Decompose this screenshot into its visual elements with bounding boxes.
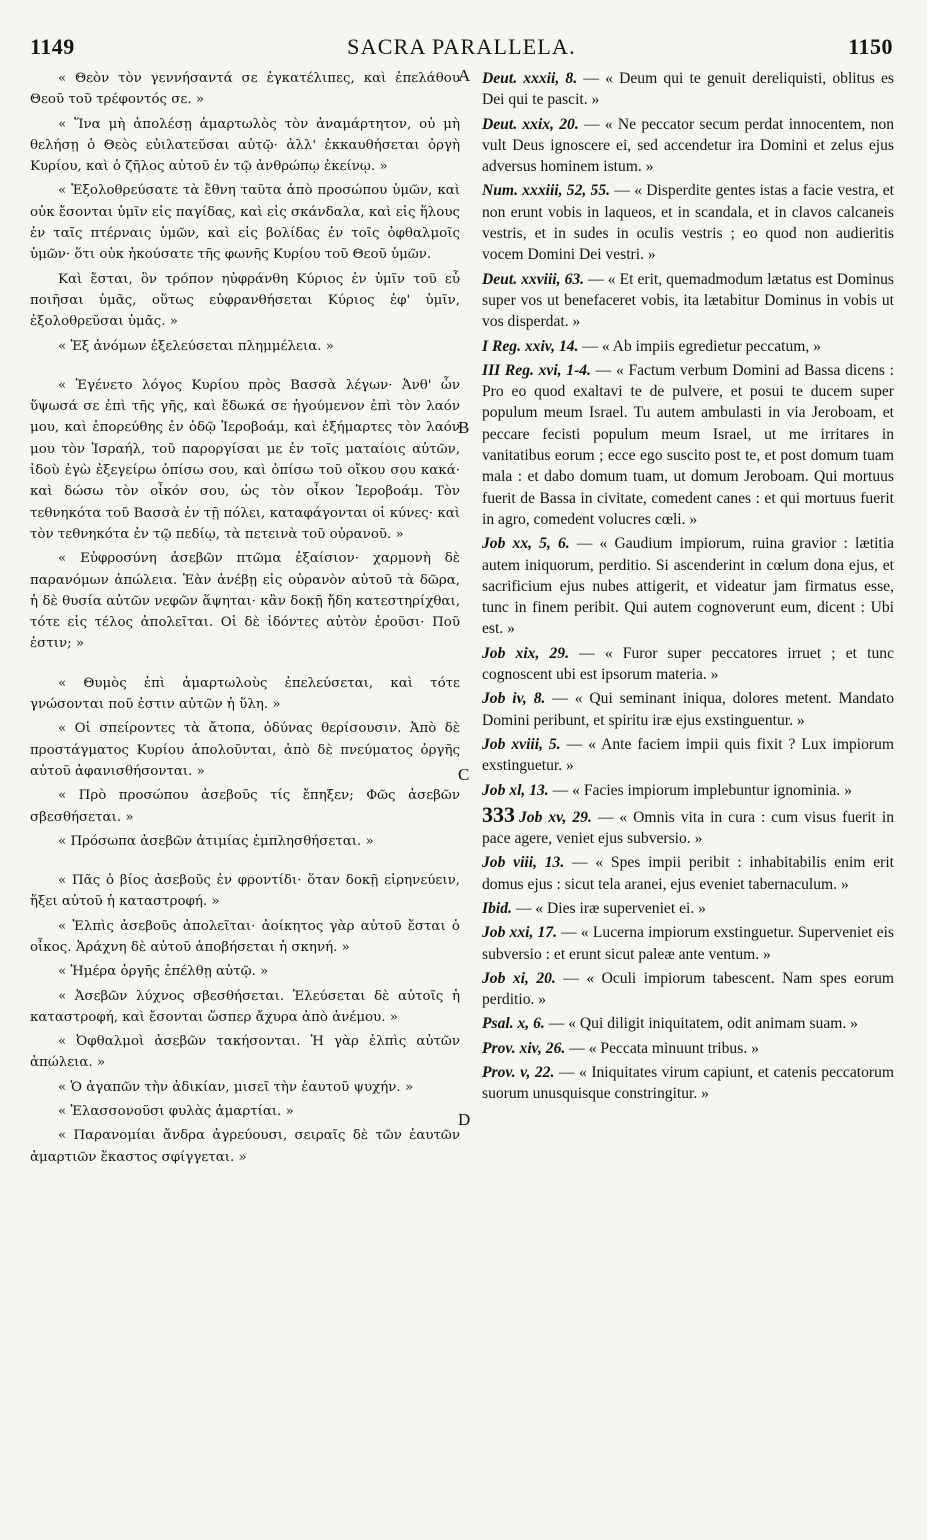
- page-header: [30, 34, 893, 64]
- latin-text: — « Spes impii peribit : inhabitabilis enim erit domus ejus : sicut tela aranei, ejus eveniet tabernaculum. »: [482, 854, 894, 893]
- latin-entry: [482, 1062, 894, 1105]
- scripture-reference: Psal. x, 6.: [482, 1015, 545, 1033]
- scripture-reference: Job iv, 8.: [482, 690, 546, 708]
- latin-entry: [482, 852, 894, 895]
- greek-column: [30, 68, 460, 1171]
- greek-paragraph: « Ἡμέρα ὀργῆς ἐπέλθῃ αὐτῷ. »: [58, 964, 269, 980]
- page-number-right: 1150: [848, 34, 893, 59]
- latin-entry: [482, 734, 894, 777]
- latin-text: — « Facies impiorum implebuntur ignominia. »: [552, 781, 852, 799]
- margin-letter-d: D: [458, 1110, 471, 1129]
- latin-text: — « Factum verbum Domini ad Bassa dicens : Pro eo quod exaltavi te de pulvere, et posui te ducem super populum meum Israel. Tu autem ambulasti in via Jeroboam, et peccare fecisti populum meum Israel, ut me irritares in vanitatibus eorum ; ecce ego suscito post te, et post domum tuam mala : et dabo domum tuam, ut domum Jeroboam. Qui mortuus fuerit de Bassa in civitate, comedent canes : et qui mortuus fuerit in agro, comedent volucres cœli. »: [482, 361, 894, 528]
- column-marker: 333: [482, 801, 515, 827]
- scripture-reference: Job xviii, 5.: [482, 735, 561, 753]
- greek-paragraph: « Πρὸ προσώπου ἀσεβοῦς τίς ἔπηξεν; Φῶς ἀσεβῶν σβεσθήσεται. »: [30, 788, 460, 825]
- latin-text: — « Iniquitates virum capiunt, et catenis peccatorum suorum unusquisque constringitur. »: [482, 1064, 894, 1103]
- scripture-reference: Deut. xxviii, 63.: [482, 270, 585, 288]
- latin-entry: [482, 922, 894, 965]
- greek-paragraph: « Ἐξ ἀνόμων ἐξελεύσεται πλημμέλεια. »: [58, 338, 334, 354]
- greek-paragraph: « Παρανομίαι ἄνδρα ἀγρεύουσι, σειραῖς δὲ τῶν ἑαυτῶν ἁμαρτιῶν ἕκαστος σφίγγεται. »: [30, 1128, 460, 1165]
- greek-paragraph: « Θυμὸς ἐπὶ ἁμαρτωλοὺς ἐπελεύσεται, καὶ τότε γνώσονται ποῦ ἐστιν αὐτῶν ἡ ὕλη. »: [30, 675, 460, 713]
- latin-entry: [482, 1038, 894, 1059]
- latin-entry: [482, 968, 894, 1011]
- greek-paragraph: « Ἀσεβῶν λύχνος σβεσθήσεται. Ἐλεύσεται δὲ αὐτοῖς ἡ καταστροφή, καὶ ἔσονται ὥσπερ ἄχυρα ἀπὸ ἀνέμου. »: [30, 988, 460, 1025]
- scripture-reference: Job xl, 13.: [482, 781, 549, 799]
- latin-column: [482, 68, 894, 1108]
- greek-paragraph: Καὶ ἔσται, ὃν τρόπον ηὐφράνθη Κύριος ἐν ὑμῖν τοῦ εὖ ποιῆσαι ὑμᾶς, οὕτως εὐφρανθήσεται Κύριος ἐφ' ὑμῖν, ἐξολοθρεῦσαι ὑμᾶς. »: [30, 271, 460, 330]
- scripture-reference: Job xix, 29.: [482, 644, 569, 662]
- scripture-reference: Deut. xxxii, 8.: [482, 70, 578, 87]
- latin-text: — « Dies iræ superveniet ei. »: [515, 899, 706, 917]
- latin-text: — « Lucerna impiorum exstinguetur. Superveniet eis subversio : et erunt sicut paleæ ante ventum. »: [482, 924, 894, 963]
- greek-paragraph: « Ἐλπὶς ἀσεβοῦς ἀπολεῖται· ἀοίκητος γὰρ αὐτοῦ ἔσται ὁ οἶκος. Ἀράχνη δὲ αὐτοῦ ἀποβήσεται ἡ σκηνή. »: [30, 918, 460, 955]
- margin-letter-c: C: [458, 765, 470, 784]
- scripture-reference: Ibid.: [482, 899, 512, 917]
- latin-text: — « Gaudium impiorum, ruina gravior : lætitia autem iniquorum, perditio. Si ascenderint in cœlum dona ejus, et sacrificium ejus nubes attigerit, et videatur jam firmatus esse, tunc in finem peribit. Qui autem cognoverunt eum, dicent : Ubi est. »: [482, 535, 894, 638]
- greek-paragraph: « Πρόσωπα ἀσεβῶν ἀτιμίας ἐμπλησθήσεται. »: [58, 833, 374, 849]
- latin-text: — « Et erit, quemadmodum lætatus est Dominus super vos ut benefaceret vobis, ita lætabitur Dominus in vobis ut vos disperdat. »: [482, 270, 894, 331]
- latin-text: — « Ab impiis egredietur peccatum, »: [582, 337, 821, 355]
- latin-text: — « Deum qui te genuit dereliquisti, oblitus es Dei qui te pascit. »: [482, 70, 894, 109]
- latin-text: — « Qui diligit iniquitatem, odit animam suam. »: [548, 1015, 858, 1033]
- greek-paragraph: « Ἐλασσονοῦσι φυλὰς ἁμαρτίαι. »: [58, 1104, 294, 1120]
- margin-letter-b: B: [458, 418, 470, 437]
- latin-entry: [482, 898, 894, 919]
- latin-text: — « Oculi impiorum tabescent. Nam spes eorum perditio. »: [482, 969, 894, 1009]
- scripture-reference: Job xxi, 17.: [482, 924, 558, 942]
- greek-paragraph: « Ἵνα μὴ ἀπολέσῃ ἁμαρτωλὸς τὸν ἀναμάρτητον, οὐ μὴ θελήσῃ ὁ Θεὸς εὐιλατεῦσαι αὐτῷ· ἀλλ' ἐκκαυθήσεται ὀργὴ Κυρίου, καὶ ὁ ζῆλος αὐτοῦ ἐν τῷ ἀνθρώπῳ ἐκείνῳ. »: [30, 116, 460, 175]
- greek-paragraph: « Οἱ σπείροντες τὰ ἄτοπα, ὀδύνας θερίσουσιν. Ἀπὸ δὲ προστάγματος Κυρίου ἀπολοῦνται, ἀπὸ δὲ πνεύματος ὀργῆς αὐτοῦ ἀφανισθήσονται. »: [30, 721, 460, 779]
- latin-text: — « Disperdite gentes istas a facie vestra, et non erunt vobis in laqueos, et in scandala, et in clavos calcaneis vestris, et in sudes in oculis vestris ; eo quod non audieritis vocem Domini Dei vestri. »: [482, 182, 894, 264]
- greek-paragraph: « Πᾶς ὁ βίος ἀσεβοῦς ἐν φροντίδι· ὅταν δοκῇ εἰρηνεύειν, ἥξει αὐτοῦ ἡ καταστροφή. »: [30, 873, 460, 910]
- scripture-reference: Job xv, 29.: [519, 808, 592, 826]
- greek-paragraph: « Ὁ ἀγαπῶν τὴν ἀδικίαν, μισεῖ τὴν ἑαυτοῦ ψυχήν. »: [58, 1079, 414, 1095]
- latin-entry: [482, 269, 894, 333]
- scripture-reference: I Reg. xxiv, 14.: [482, 337, 579, 355]
- latin-entry: [482, 360, 894, 530]
- scripture-reference: III Reg. xvi, 1-4.: [482, 361, 591, 379]
- latin-entry: [482, 336, 894, 357]
- scripture-reference: Job xx, 5, 6.: [482, 535, 570, 553]
- latin-entry: [482, 643, 894, 686]
- latin-entry: [482, 801, 895, 850]
- latin-text: — « Omnis vita in cura : cum visus fuerit in pace agere, veniet ejus subversio. »: [482, 808, 895, 848]
- scripture-reference: Prov. xiv, 26.: [482, 1039, 566, 1057]
- scripture-reference: Deut. xxix, 20.: [482, 115, 579, 133]
- scripture-reference: Num. xxxiii, 52, 55.: [482, 182, 611, 200]
- scripture-reference: Job viii, 13.: [482, 854, 565, 872]
- latin-entry: [482, 1013, 894, 1034]
- latin-entry: [482, 180, 894, 265]
- latin-entry: [482, 688, 894, 731]
- latin-text: — « Furor super peccatores irruet ; et tunc cognoscent ubi est ipsorum materia. »: [482, 644, 894, 684]
- latin-entry: [482, 780, 894, 801]
- scripture-reference: Prov. v, 22.: [482, 1064, 555, 1082]
- scripture-reference: Job xi, 20.: [482, 969, 556, 987]
- greek-paragraph: « Θεὸν τὸν γεννήσαντά σε ἐγκατέλιπες, καὶ ἐπελάθου Θεοῦ τοῦ τρέφοντός σε. »: [30, 71, 460, 108]
- greek-paragraph: « Εὐφροσύνη ἀσεβῶν πτῶμα ἐξαίσιον· χαρμονὴ δὲ παρανόμων ἀπώλεια. Ἐὰν ἀνέβῃ εἰς οὐρανὸν αὐτοῦ τὰ δῶρα, ἡ δὲ θυσία αὐτῶν νεφῶν ἅψηται· κἂν δοκῇ ἤδη κατεστηρίχθαι, τότε εἰς τέλος ἀπολεῖται. Οἱ δὲ ἰδόντες αὐτὸν ἐροῦσι· Ποῦ ἐστιν; »: [30, 551, 460, 652]
- latin-entry: [482, 114, 894, 178]
- page-number-left: 1149: [30, 34, 75, 59]
- margin-letter-a: A: [458, 66, 471, 85]
- latin-entry: [482, 68, 894, 111]
- greek-paragraph: « Ἐγένετο λόγος Κυρίου πρὸς Βασσὰ λέγων· Ἀνθ' ὧν ὕψωσά σε ἐπὶ τῆς γῆς, καὶ ἔδωκά σε ἡγούμενον ἐπὶ τὸν λαόν μου, καὶ ἐπορεύθης ἐν ὁδῷ Ἱεροβοάμ, καὶ ἐξήμαρτες τὸν λαόν μου τὸν Ἰσραήλ, τοῦ παροργίσαι με ἐν τοῖς ματαίοις αὐτῶν, ἰδοὺ ἐγὼ ἐξεγείρω ὀπίσω σου, καὶ ὀπίσω τοῦ οἴκου σου κακά· καὶ δώσω τὸν οἶκόν σου, ὡς τὸν οἶκον Ἱεροβοάμ. Τὸν τεθνηκότα τοῦ Βασσὰ ἐν τῇ πόλει, καταφάγονται οἱ κύνες· καὶ τὸν τεθνηκότα ἐν τῷ πεδίῳ, τὰ πετεινὰ τοῦ οὐρανοῦ. »: [30, 377, 460, 542]
- latin-text: — « Qui seminant iniqua, dolores metent. Mandato Domini peribunt, et spiritu iræ ejus exstinguentur. »: [482, 690, 894, 729]
- greek-paragraph: « Ὀφθαλμοὶ ἀσεβῶν τακήσονται. Ἡ γὰρ ἐλπὶς αὐτῶν ἀπώλεια. »: [30, 1034, 460, 1071]
- latin-text: — « Ne peccator secum perdat innocentem, non vult Deus ignoscere ei, sed accendetur ira Domini et zelus ejus adversus hominem istum. »: [482, 115, 894, 176]
- greek-paragraph: « Ἐξολοθρεύσατε τὰ ἔθνη ταῦτα ἀπὸ προσώπου ὑμῶν, καὶ οὐκ ἔσονται ὑμῖν εἰς παγίδας, καὶ εἰς σκάνδαλα, καὶ εἰς ἥλους ἐν ταῖς πτέρναις ὑμῶν, καὶ εἰς βολίδας ἐν τοῖς ὀφθαλμοῖς ὑμῶν· ὅτι οὐκ ἠκούσατε τῆς φωνῆς Κυρίου τοῦ Θεοῦ ὑμῶν.: [30, 183, 460, 263]
- latin-text: — « Peccata minuunt tribus. »: [569, 1039, 759, 1057]
- latin-text: — « Ante faciem impii quis fixit ? Lux impiorum exstinguetur. »: [482, 735, 894, 775]
- latin-entry: [482, 533, 894, 639]
- running-title: SACRA PARALLELA.: [347, 34, 576, 59]
